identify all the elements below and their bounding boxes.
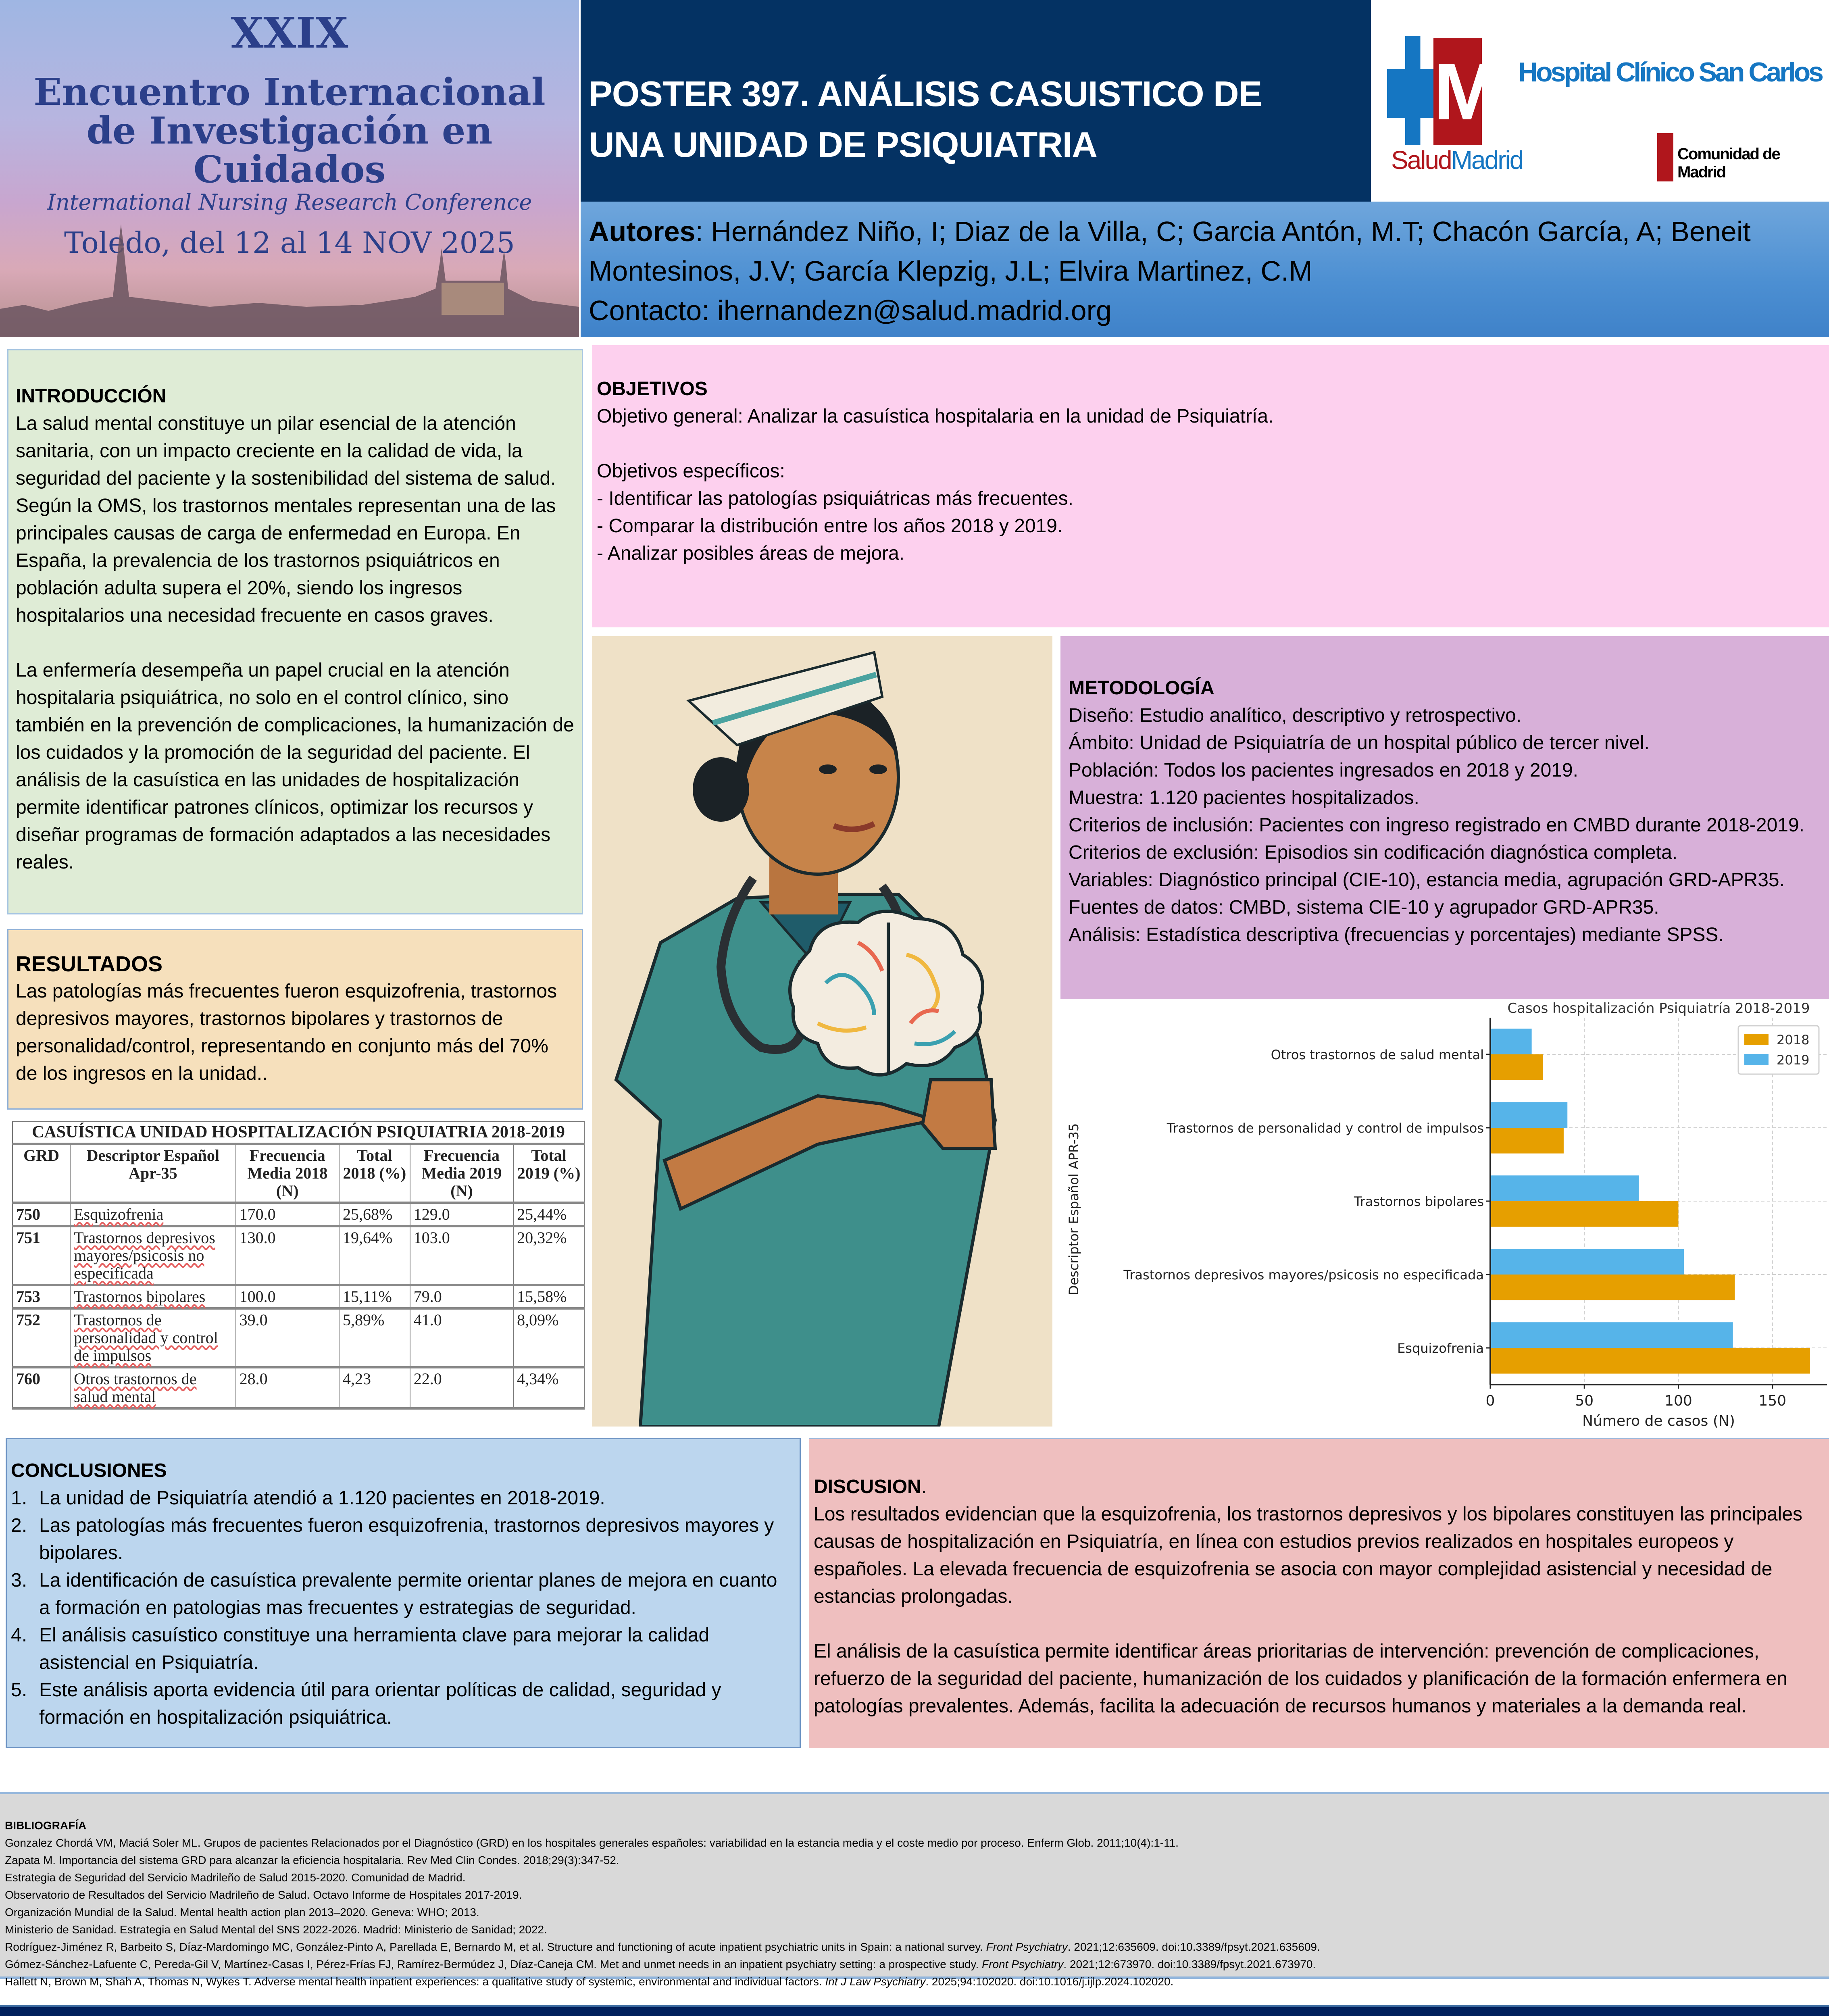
authors-list: : Hernández Niño, I; Diaz de la Villa, C; Garcia Antón, M.T; Chacón García, A; Beneit Montesinos, J.V; García Klepzig, J.L; Elvira Martinez, C.M xyxy=(589,216,1751,287)
madrid-word: Madrid xyxy=(1451,146,1523,175)
grd-code: 753 xyxy=(12,1285,70,1308)
freq-2019: 22.0 xyxy=(410,1367,513,1408)
x-tick-label: 50 xyxy=(1575,1393,1594,1409)
poster-title-line: UNA UNIDAD DE PSIQUIATRIA xyxy=(589,125,1097,165)
bar-2018 xyxy=(1490,1348,1810,1374)
section-heading: BIBLIOGRAFÍA xyxy=(5,1819,87,1832)
conclusion-item xyxy=(11,1485,792,1512)
section-heading: CONCLUSIONES xyxy=(11,1460,167,1481)
objetivo-general: Objetivo general: Analizar la casuística hospitalaria en la unidad de Psiquiatría. xyxy=(597,406,1274,427)
legend-label-2018: 2018 xyxy=(1777,1032,1810,1048)
bar-2019 xyxy=(1490,1175,1639,1201)
discusion-paragraph: Los resultados evidencian que la esquizofrenia, los trastornos depresivos y los bipolares constituyen las principales causas de hospitalización en Psiquiatría, en línea con estudios previos realizados en hospitales europeos y españoles. La elevada frecuencia de esquizofrenia se asocia con mayor complejidad asistencial y necesidad de estancias prolongadas. xyxy=(814,1504,1803,1607)
bar-2019 xyxy=(1490,1102,1567,1128)
column-header: GRD xyxy=(12,1144,70,1203)
contact-email[interactable]: Contacto: ihernandezn@salud.madrid.org xyxy=(589,295,1112,326)
table-row xyxy=(12,1308,584,1367)
descriptor: Otros trastornos de salud mental xyxy=(70,1367,236,1408)
reference-text: . 2025;94:102020. doi:10.1016/j.ijlp.2024.102020. xyxy=(925,1975,1174,1988)
freq-2018: 170.0 xyxy=(236,1203,339,1226)
reference-item xyxy=(5,1886,1824,1904)
reference-item xyxy=(5,1851,1824,1869)
metodologia-panel xyxy=(1060,636,1829,999)
metodologia-item: Variables: Diagnóstico principal (CIE-10), estancia media, agrupación GRD-APR35. xyxy=(1069,869,1785,891)
conference-dates: Toledo, del 12 al 14 NOV 2025 xyxy=(64,226,515,260)
conclusion-item xyxy=(11,1567,792,1622)
authors-text xyxy=(589,212,1819,330)
discusion-heading-text: DISCUSION xyxy=(814,1476,921,1497)
bar-2019 xyxy=(1490,1322,1733,1348)
objetivo-item: - Analizar posibles áreas de mejora. xyxy=(597,543,905,564)
table-body xyxy=(12,1203,584,1408)
x-tick-label: 100 xyxy=(1664,1393,1692,1409)
freq-2018: 28.0 xyxy=(236,1367,339,1408)
y-tick-label: Trastornos de personalidad y control de impulsos xyxy=(1167,1120,1484,1136)
grd-code: 751 xyxy=(12,1226,70,1285)
pct-2018: 19,64% xyxy=(339,1226,410,1285)
table-row xyxy=(12,1367,584,1408)
metodologia-item: Muestra: 1.120 pacientes hospitalizados. xyxy=(1069,787,1419,808)
pct-2019: 25,44% xyxy=(513,1203,584,1226)
pct-2018: 25,68% xyxy=(339,1203,410,1226)
pct-2018: 5,89% xyxy=(339,1308,410,1367)
conference-title-line: Encuentro Internacional xyxy=(33,70,546,114)
conference-subtitle: International Nursing Research Conference xyxy=(47,190,532,215)
bar-2019 xyxy=(1490,1029,1532,1054)
conclusion-item xyxy=(11,1512,792,1567)
reference-text: Estrategia de Seguridad del Servicio Madrileño de Salud 2015-2020. Comunidad de Madrid. xyxy=(5,1871,466,1884)
metodologia-item: Fuentes de datos: CMBD, sistema CIE-10 y agrupador GRD-APR35. xyxy=(1069,897,1659,918)
reference-text: Hallett N, Brown M, Shah A, Thomas N, Wykes T. Adverse mental health inpatient experiences: a qualitative study of systemic, environmental and individual factors. xyxy=(5,1975,825,1988)
conclusiones-panel xyxy=(6,1438,801,1748)
x-tick-label: 150 xyxy=(1758,1393,1787,1409)
authors-box xyxy=(581,202,1829,337)
x-axis-label: Número de casos (N) xyxy=(1582,1413,1735,1429)
metodologia-item: Diseño: Estudio analítico, descriptivo y retrospectivo. xyxy=(1069,705,1522,726)
pct-2019: 20,32% xyxy=(513,1226,584,1285)
pct-2018: 15,11% xyxy=(339,1285,410,1308)
conference-edition: XXIX xyxy=(231,8,348,58)
metodologia-item: Análisis: Estadística descriptiva (frecuencias y porcentajes) mediante SPSS. xyxy=(1069,924,1724,946)
institution-logos xyxy=(1371,0,1829,202)
nurse-holding-brain-icon xyxy=(592,636,1052,1427)
conclusion-item xyxy=(11,1622,792,1677)
bar-2018 xyxy=(1490,1201,1678,1227)
discusion-panel xyxy=(809,1438,1829,1748)
reference-text: Observatorio de Resultados del Servicio Madrileño de Salud. Octavo Informe de Hospitales 2017-2019. xyxy=(5,1889,522,1901)
y-tick-label: Trastornos bipolares xyxy=(1354,1194,1484,1209)
chart-title: Casos hospitalización Psiquiatría 2018-2019 xyxy=(1507,1002,1810,1016)
freq-2018: 130.0 xyxy=(236,1226,339,1285)
reference-text: Gómez-Sánchez-Lafuente C, Pereda-Gil V, Martínez-Casas I, Pérez-Frías FJ, Ramírez-Bermúdez J, Díaz-Caneja CM. Met and unmet needs in an inpatient psychiatry setting: a prospective study. xyxy=(5,1958,982,1970)
freq-2019: 41.0 xyxy=(410,1308,513,1367)
reference-text: Ministerio de Sanidad. Estrategia en Salud Mental del SNS 2022-2026. Madrid: Ministerio de Sanidad; 2022. xyxy=(5,1923,547,1936)
pct-2019: 4,34% xyxy=(513,1367,584,1408)
reference-item xyxy=(5,1834,1824,1851)
salud-madrid-wordmark xyxy=(1391,145,1523,175)
resultados-text: Las patologías más frecuentes fueron esquizofrenia, trastornos depresivos mayores, trastornos bipolares y trastornos de personalidad/control, representando en conjunto más del 70% de los ingresos en la unidad.. xyxy=(16,981,557,1084)
reference-journal: Front Psychiatry xyxy=(986,1941,1068,1953)
section-heading: OBJETIVOS xyxy=(597,378,708,400)
legend-swatch-2019 xyxy=(1744,1054,1769,1065)
bar-2018 xyxy=(1490,1275,1735,1300)
freq-2019: 129.0 xyxy=(410,1203,513,1226)
intro-paragraph: La salud mental constituye un pilar esencial de la atención sanitaria, con un impacto creciente en la calidad de vida, la seguridad del paciente y la sostenibilidad del sistema de salud. Según la OMS, los trastornos mentales representan una de las principales causas de carga de enfermedad en Europa. En España, la prevalencia de los trastornos psiquiátricos en población adulta supera el 20%, siendo los ingresos hospitalarios una necesidad frecuente en casos graves. xyxy=(16,413,556,626)
column-header: Total 2018 (%) xyxy=(339,1144,410,1203)
objetivos-panel xyxy=(592,345,1829,627)
reference-item xyxy=(5,1938,1824,1956)
bar-2018 xyxy=(1490,1054,1543,1080)
objetivo-item: - Comparar la distribución entre los años 2018 y 2019. xyxy=(597,515,1063,537)
table-row xyxy=(12,1203,584,1226)
reference-item xyxy=(5,1869,1824,1886)
column-header: Total 2019 (%) xyxy=(513,1144,584,1203)
intro-paragraph: La enfermería desempeña un papel crucial en la atención hospitalaria psiquiátrica, no solo en el control clínico, sino también en la prevención de complicaciones, la humanización de los cuidados y la promoción de la seguridad del paciente. El análisis de la casuística en las unidades de hospitalización permite identificar patrones clínicos, optimizar los recursos y diseñar programas de formación adaptados a las necesidades reales. xyxy=(16,660,574,873)
descriptor: Trastornos bipolares xyxy=(70,1285,236,1308)
bar-chart xyxy=(1063,1002,1829,1431)
salud-madrid-m-logo: M xyxy=(1433,38,1482,145)
comunidad-madrid-flag-icon xyxy=(1657,133,1673,181)
conclusion-number: 3. xyxy=(11,1570,27,1591)
y-tick-label: Esquizofrenia xyxy=(1397,1341,1484,1356)
conclusion-text: El análisis casuístico constituye una herramienta clave para mejorar la calidad asistencial en Psiquiatría. xyxy=(39,1624,710,1673)
metodologia-item: Criterios de inclusión: Pacientes con ingreso registrado en CMBD durante 2018-2019. xyxy=(1069,814,1805,836)
toledo-skyline-icon xyxy=(0,216,579,337)
y-tick-label: Otros trastornos de salud mental xyxy=(1271,1047,1484,1062)
reference-journal: Int J Law Psychiatry xyxy=(825,1975,926,1988)
table-title: CASUÍSTICA UNIDAD HOSPITALIZACIÓN PSIQUIATRIA 2018-2019 xyxy=(12,1121,584,1144)
conclusion-number: 4. xyxy=(11,1624,27,1646)
casuistica-table xyxy=(12,1121,585,1410)
reference-journal: Front Psychiatry xyxy=(982,1958,1064,1970)
bar-chart-svg xyxy=(1063,1002,1829,1431)
bar-2019 xyxy=(1490,1249,1684,1275)
column-header: Descriptor Español Apr-35 xyxy=(70,1144,236,1203)
reference-text: . 2021;12:635609. doi:10.3389/fpsyt.2021.635609. xyxy=(1067,1941,1320,1953)
objetivo-item: - Identificar las patologías psiquiátricas más frecuentes. xyxy=(597,488,1073,509)
column-header: Frecuencia Media 2018 (N) xyxy=(236,1144,339,1203)
conference-banner xyxy=(0,0,579,337)
metodologia-list xyxy=(1069,702,1822,949)
pct-2018: 4,23 xyxy=(339,1367,410,1408)
reference-item xyxy=(5,1973,1824,1990)
freq-2019: 79.0 xyxy=(410,1285,513,1308)
conference-title-line: Cuidados xyxy=(193,148,386,191)
grd-code: 752 xyxy=(12,1308,70,1367)
legend-swatch-2018 xyxy=(1744,1034,1769,1045)
legend-label-2019: 2019 xyxy=(1777,1052,1810,1068)
poster-title xyxy=(589,69,1262,170)
reference-text: Organización Mundial de la Salud. Mental health action plan 2013–2020. Geneva: WHO; 2013. xyxy=(5,1906,479,1918)
conclusion-number: 1. xyxy=(11,1487,27,1509)
descriptor: Trastornos depresivos mayores/psicosis no especificada xyxy=(70,1226,236,1285)
reference-list xyxy=(5,1834,1824,1990)
table-row xyxy=(12,1226,584,1285)
conference-title-line: de Investigación en xyxy=(86,109,493,152)
hospital-name-logo: Hospital Clínico San Carlos xyxy=(1518,57,1822,87)
metodologia-item: Criterios de exclusión: Episodios sin codificación diagnóstica completa. xyxy=(1069,842,1678,863)
freq-2019: 103.0 xyxy=(410,1226,513,1285)
conclusion-text: La identificación de casuística prevalente permite orientar planes de mejora en cuanto a formación en patologias mas frecuentes y estrategias de seguridad. xyxy=(39,1570,777,1618)
pct-2019: 15,58% xyxy=(513,1285,584,1308)
reference-item xyxy=(5,1921,1824,1938)
resultados-panel xyxy=(7,929,583,1110)
x-tick-label: 0 xyxy=(1485,1393,1495,1409)
conclusiones-list xyxy=(11,1485,792,1731)
conclusion-text: Este análisis aporta evidencia útil para orientar políticas de calidad, seguridad y formación en hospitalización psiquiátrica. xyxy=(39,1679,721,1728)
section-heading: INTRODUCCIÓN xyxy=(16,385,167,407)
metodologia-item: Población: Todos los pacientes ingresados en 2018 y 2019. xyxy=(1069,760,1579,781)
pct-2019: 8,09% xyxy=(513,1308,584,1367)
introduccion-panel xyxy=(7,349,583,914)
nurse-illustration xyxy=(592,636,1052,1427)
bibliografia-panel xyxy=(0,1792,1829,1988)
section-heading: DISCUSION. xyxy=(814,1476,927,1497)
authors-label: Autores xyxy=(589,216,696,247)
reference-item xyxy=(5,1956,1824,1973)
poster-title-line: POSTER 397. ANÁLISIS CASUISTICO DE xyxy=(589,74,1262,114)
objetivos-especificos-label: Objetivos específicos: xyxy=(597,460,785,482)
freq-2018: 39.0 xyxy=(236,1308,339,1367)
conclusion-text: La unidad de Psiquiatría atendió a 1.120 pacientes en 2018-2019. xyxy=(39,1487,605,1509)
table-row xyxy=(12,1285,584,1308)
conference-title xyxy=(0,70,579,191)
footer-bar xyxy=(0,2005,1829,2016)
reference-text: Zapata M. Importancia del sistema GRD para alcanzar la eficiencia hospitalaria. Rev Med Clin Condes. 2018;29(3):347-52. xyxy=(5,1854,619,1866)
grd-code: 750 xyxy=(12,1203,70,1226)
freq-2018: 100.0 xyxy=(236,1285,339,1308)
discusion-paragraph: El análisis de la casuística permite identificar áreas prioritarias de intervención: prevención de complicaciones, refuerzo de la seguridad del paciente, humanización de los cuidados y planificación de la formación enfermera en patologías prevalentes. Además, facilita la adecuación de recursos humanos y materiales a la demanda real. xyxy=(814,1641,1787,1717)
reference-text: . 2021;12:673970. doi:10.3389/fpsyt.2021.673970. xyxy=(1063,1958,1316,1970)
conclusion-number: 5. xyxy=(11,1679,27,1701)
y-tick-label: Trastornos depresivos mayores/psicosis no especificada xyxy=(1123,1267,1484,1283)
reference-item xyxy=(5,1904,1824,1921)
reference-text: Gonzalez Chordá VM, Maciá Soler ML. Grupos de pacientes Relacionados por el Diagnóstico (GRD) en los hospitales generales españoles: variabilidad en la estancia media y el coste medio por proceso. Enferm Glob. 2011;10(4):1-11. xyxy=(5,1837,1179,1849)
column-header: Frecuencia Media 2019 (N) xyxy=(410,1144,513,1203)
section-heading: METODOLOGÍA xyxy=(1069,677,1214,699)
poster-title-box xyxy=(581,0,1371,202)
conclusion-text: Las patologías más frecuentes fueron esquizofrenia, trastornos depresivos mayores y bipolares. xyxy=(39,1515,774,1564)
casuistica-table-wrap xyxy=(12,1121,585,1419)
bar-2018 xyxy=(1490,1128,1564,1154)
grd-code: 760 xyxy=(12,1367,70,1408)
descriptor: Trastornos de personalidad y control de impulsos xyxy=(70,1308,236,1367)
conclusion-number: 2. xyxy=(11,1515,27,1536)
y-axis-label: Descriptor Español APR-35 xyxy=(1066,1123,1081,1295)
salud-word: Salud xyxy=(1391,146,1451,175)
section-heading: RESULTADOS xyxy=(16,952,162,976)
comunidad-madrid-logo: Comunidad de Madrid xyxy=(1677,145,1780,181)
reference-text: Rodríguez-Jiménez R, Barbeito S, Díaz-Mardomingo MC, González-Pinto A, Parellada E, Bernardo M, et al. Structure and functioning of acute inpatient psychiatric units in Spain: a national survey. xyxy=(5,1941,986,1953)
conclusion-item xyxy=(11,1677,792,1731)
descriptor: Esquizofrenia xyxy=(70,1203,236,1226)
metodologia-item: Ámbito: Unidad de Psiquiatría de un hospital público de tercer nivel. xyxy=(1069,732,1650,754)
